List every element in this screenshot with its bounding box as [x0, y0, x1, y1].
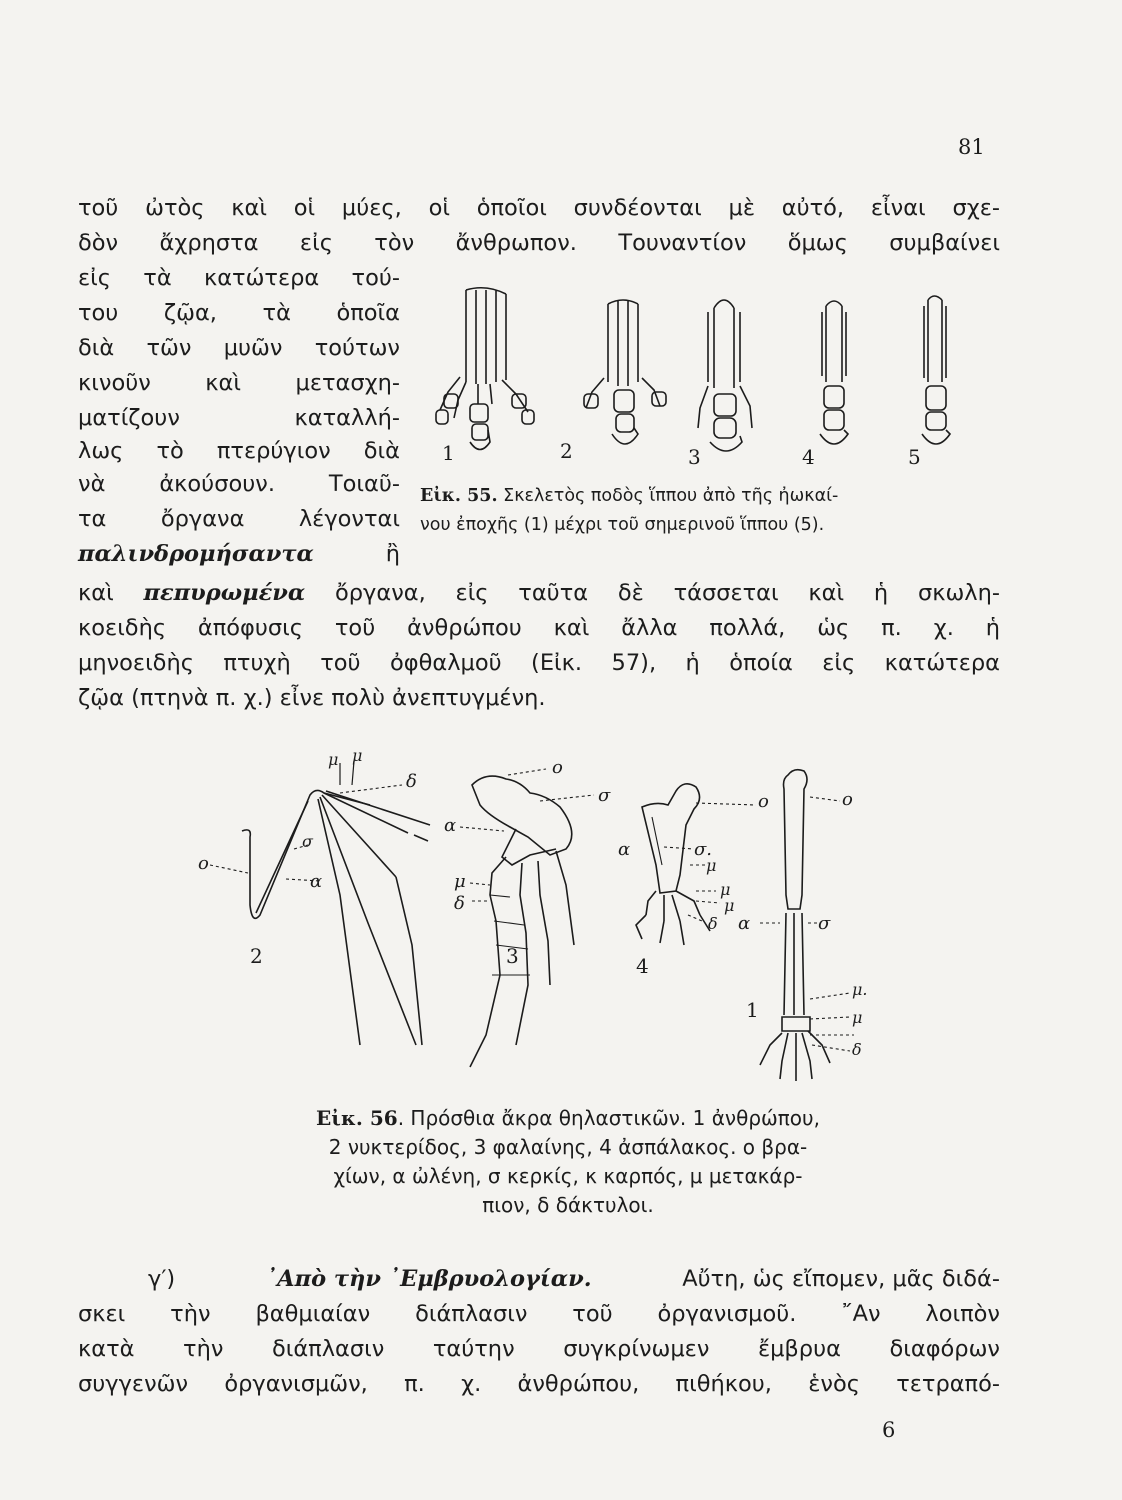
column-line-6: λως τὸ πτερύγιον διὰ	[78, 438, 400, 464]
horse-foot-3	[698, 300, 752, 451]
horse-foot-5	[922, 296, 950, 444]
section-line-3: κατὰ τὴν διάπλασιν ταύτην συγκρίνωμεν ἔμβρυα διαφόρων	[78, 1336, 1000, 1362]
whale-label-mu: μ	[454, 871, 466, 892]
mole-label-mu3: μ	[724, 896, 735, 915]
column-line-8: τα ὄργανα λέγονται	[78, 506, 400, 532]
horse-foot-4	[820, 301, 848, 444]
mole-label-delta: δ	[708, 914, 718, 933]
section-heading: ᾿Απὸ τὴν ᾿Εμβρυολογίαν.	[265, 1266, 592, 1292]
fig56-caption-line1	[228, 1104, 908, 1133]
figure-56-mammal-forelimbs	[190, 745, 910, 1085]
text-line-2: δὸν ἄχρηστα εἰς τὸν ἄνθρωπον. Τουναντίον ὅμως συμβαίνει	[78, 230, 1000, 256]
human-label-mu1: μ.	[852, 980, 868, 999]
section-first-line	[148, 1264, 1000, 1294]
section-marker: γ′)	[148, 1266, 176, 1292]
text-line-1: τοῦ ὠτὸς καὶ οἱ μύες, οἱ ὁποῖοι συνδέονται μὲ αὐτό, εἶναι σχε-	[78, 195, 1000, 221]
human-forelimb	[738, 770, 867, 1081]
whale-number: 3	[506, 944, 519, 968]
bat-label-mu2: μ	[352, 746, 363, 765]
bat-label-a: α	[310, 871, 323, 892]
bat-label-delta: δ	[406, 771, 417, 792]
column-line-7: νὰ ἀκούσουν. Τοιαῦ-	[78, 471, 400, 497]
mole-forelimb	[618, 784, 769, 978]
fig55-label-5: 5	[908, 445, 921, 469]
fig55-label-4: 4	[802, 445, 815, 469]
term-suffix: ἢ	[385, 541, 400, 567]
bat-label-o: ο	[198, 853, 209, 874]
term-pepyromena: πεπυρωμένα	[143, 580, 306, 606]
term-palindromisanta: παλινδρομήσαντα	[78, 541, 314, 567]
mole-label-o: ο	[758, 791, 769, 812]
mole-label-mu2: μ	[720, 880, 731, 899]
whale-label-delta: δ	[454, 893, 465, 914]
page-number: 81	[958, 135, 985, 159]
footer-number: 6	[882, 1418, 896, 1442]
whale-label-o: ο	[552, 757, 563, 778]
human-label-a: α	[738, 913, 751, 934]
human-label-o: ο	[842, 789, 853, 810]
text-line-4: κοειδὴς ἀπόφυσις τοῦ ἀνθρώπου καὶ ἄλλα πολλά, ὡς π. χ. ἡ	[78, 615, 1000, 641]
human-number: 1	[746, 998, 759, 1022]
whale-flipper	[444, 757, 611, 1067]
figure-55-horse-feet	[418, 282, 978, 482]
text-line-6: ζῷα (πτηνὰ π. χ.) εἶνε πολὺ ἀνεπτυγμένη.	[78, 685, 546, 711]
column-line-9	[78, 539, 400, 569]
bat-wing	[198, 746, 430, 1045]
text-line-5: μηνοειδὴς πτυχὴ τοῦ ὀφθαλμοῦ (Εἰκ. 57), ἡ ὁποία εἰς κατώτερα	[78, 650, 1000, 676]
column-line-2: του ζῷα, τὰ ὁποῖα	[78, 300, 400, 326]
fig56-caption-line2: 2 νυκτερίδος, 3 φαλαίνης, 4 ἀσπάλακος. ο βρα-	[328, 1135, 808, 1159]
fig56-caption-line3: χίων, α ὠλένη, σ κερκίς, κ καρπός, μ μετακάρ-	[333, 1164, 803, 1188]
fig56-caption-text1: . Πρόσθια ἄκρα θηλαστικῶν. 1 ἀνθρώπου,	[397, 1106, 820, 1130]
fig55-caption-line1	[420, 486, 838, 506]
bat-label-mu1: μ	[328, 750, 339, 769]
section-first-line-rest: Αὔτη, ὡς εἴπομεν, μᾶς διδά-	[682, 1266, 1000, 1292]
section-line-2: σκει τὴν βαθμιαίαν διάπλασιν τοῦ ὀργανισμοῦ. ῎Αν λοιπὸν	[78, 1301, 1000, 1327]
fig55-label-2: 2	[560, 439, 573, 463]
mole-number: 4	[636, 954, 649, 978]
horse-foot-2	[584, 300, 666, 444]
human-label-s: σ	[818, 913, 831, 934]
fig55-label-1: 1	[442, 441, 455, 465]
bat-number: 2	[250, 944, 263, 968]
column-line-5: ματίζουν καταλλή-	[78, 405, 400, 431]
fig56-caption-line4: πιον, δ δάκτυλοι.	[482, 1193, 654, 1217]
whale-label-s: σ	[598, 785, 611, 806]
column-line-1: εἰς τὰ κατώτερα τού-	[78, 265, 400, 291]
whale-label-a: α	[444, 815, 457, 836]
mole-label-mu1: μ	[706, 856, 717, 875]
fig55-caption-line2: νου ἐποχῆς (1) μέχρι τοῦ σημερινοῦ ἵππου (5).	[420, 515, 825, 535]
fig56-caption-label: Εἰκ. 56	[316, 1106, 398, 1130]
fig55-caption-label: Εἰκ. 55.	[420, 486, 498, 506]
fig55-caption-text1: Σκελετὸς ποδὸς ἵππου ἀπὸ τῆς ἠωκαί-	[503, 486, 839, 506]
human-label-mu2: μ	[852, 1008, 863, 1027]
column-line-3: διὰ τῶν μυῶν τούτων	[78, 335, 400, 361]
column-line-4: κινοῦν καὶ μετασχη-	[78, 370, 400, 396]
bat-label-s: σ	[302, 832, 313, 851]
horse-foot-1	[436, 288, 534, 450]
mole-label-s: σ.	[694, 839, 713, 860]
human-label-delta: δ	[852, 1040, 862, 1059]
text-line-3-rest: ὄργανα, εἰς ταῦτα δὲ τάσσεται καὶ ἡ σκωλη-	[335, 580, 1001, 606]
text-line-3-prefix: καὶ	[78, 580, 114, 606]
text-line-3	[78, 578, 1000, 608]
section-line-4: συγγενῶν ὀργανισμῶν, π. χ. ἀνθρώπου, πιθήκου, ἑνὸς τετραπό-	[78, 1371, 1000, 1397]
mole-label-a: α	[618, 839, 631, 860]
fig55-label-3: 3	[688, 445, 701, 469]
